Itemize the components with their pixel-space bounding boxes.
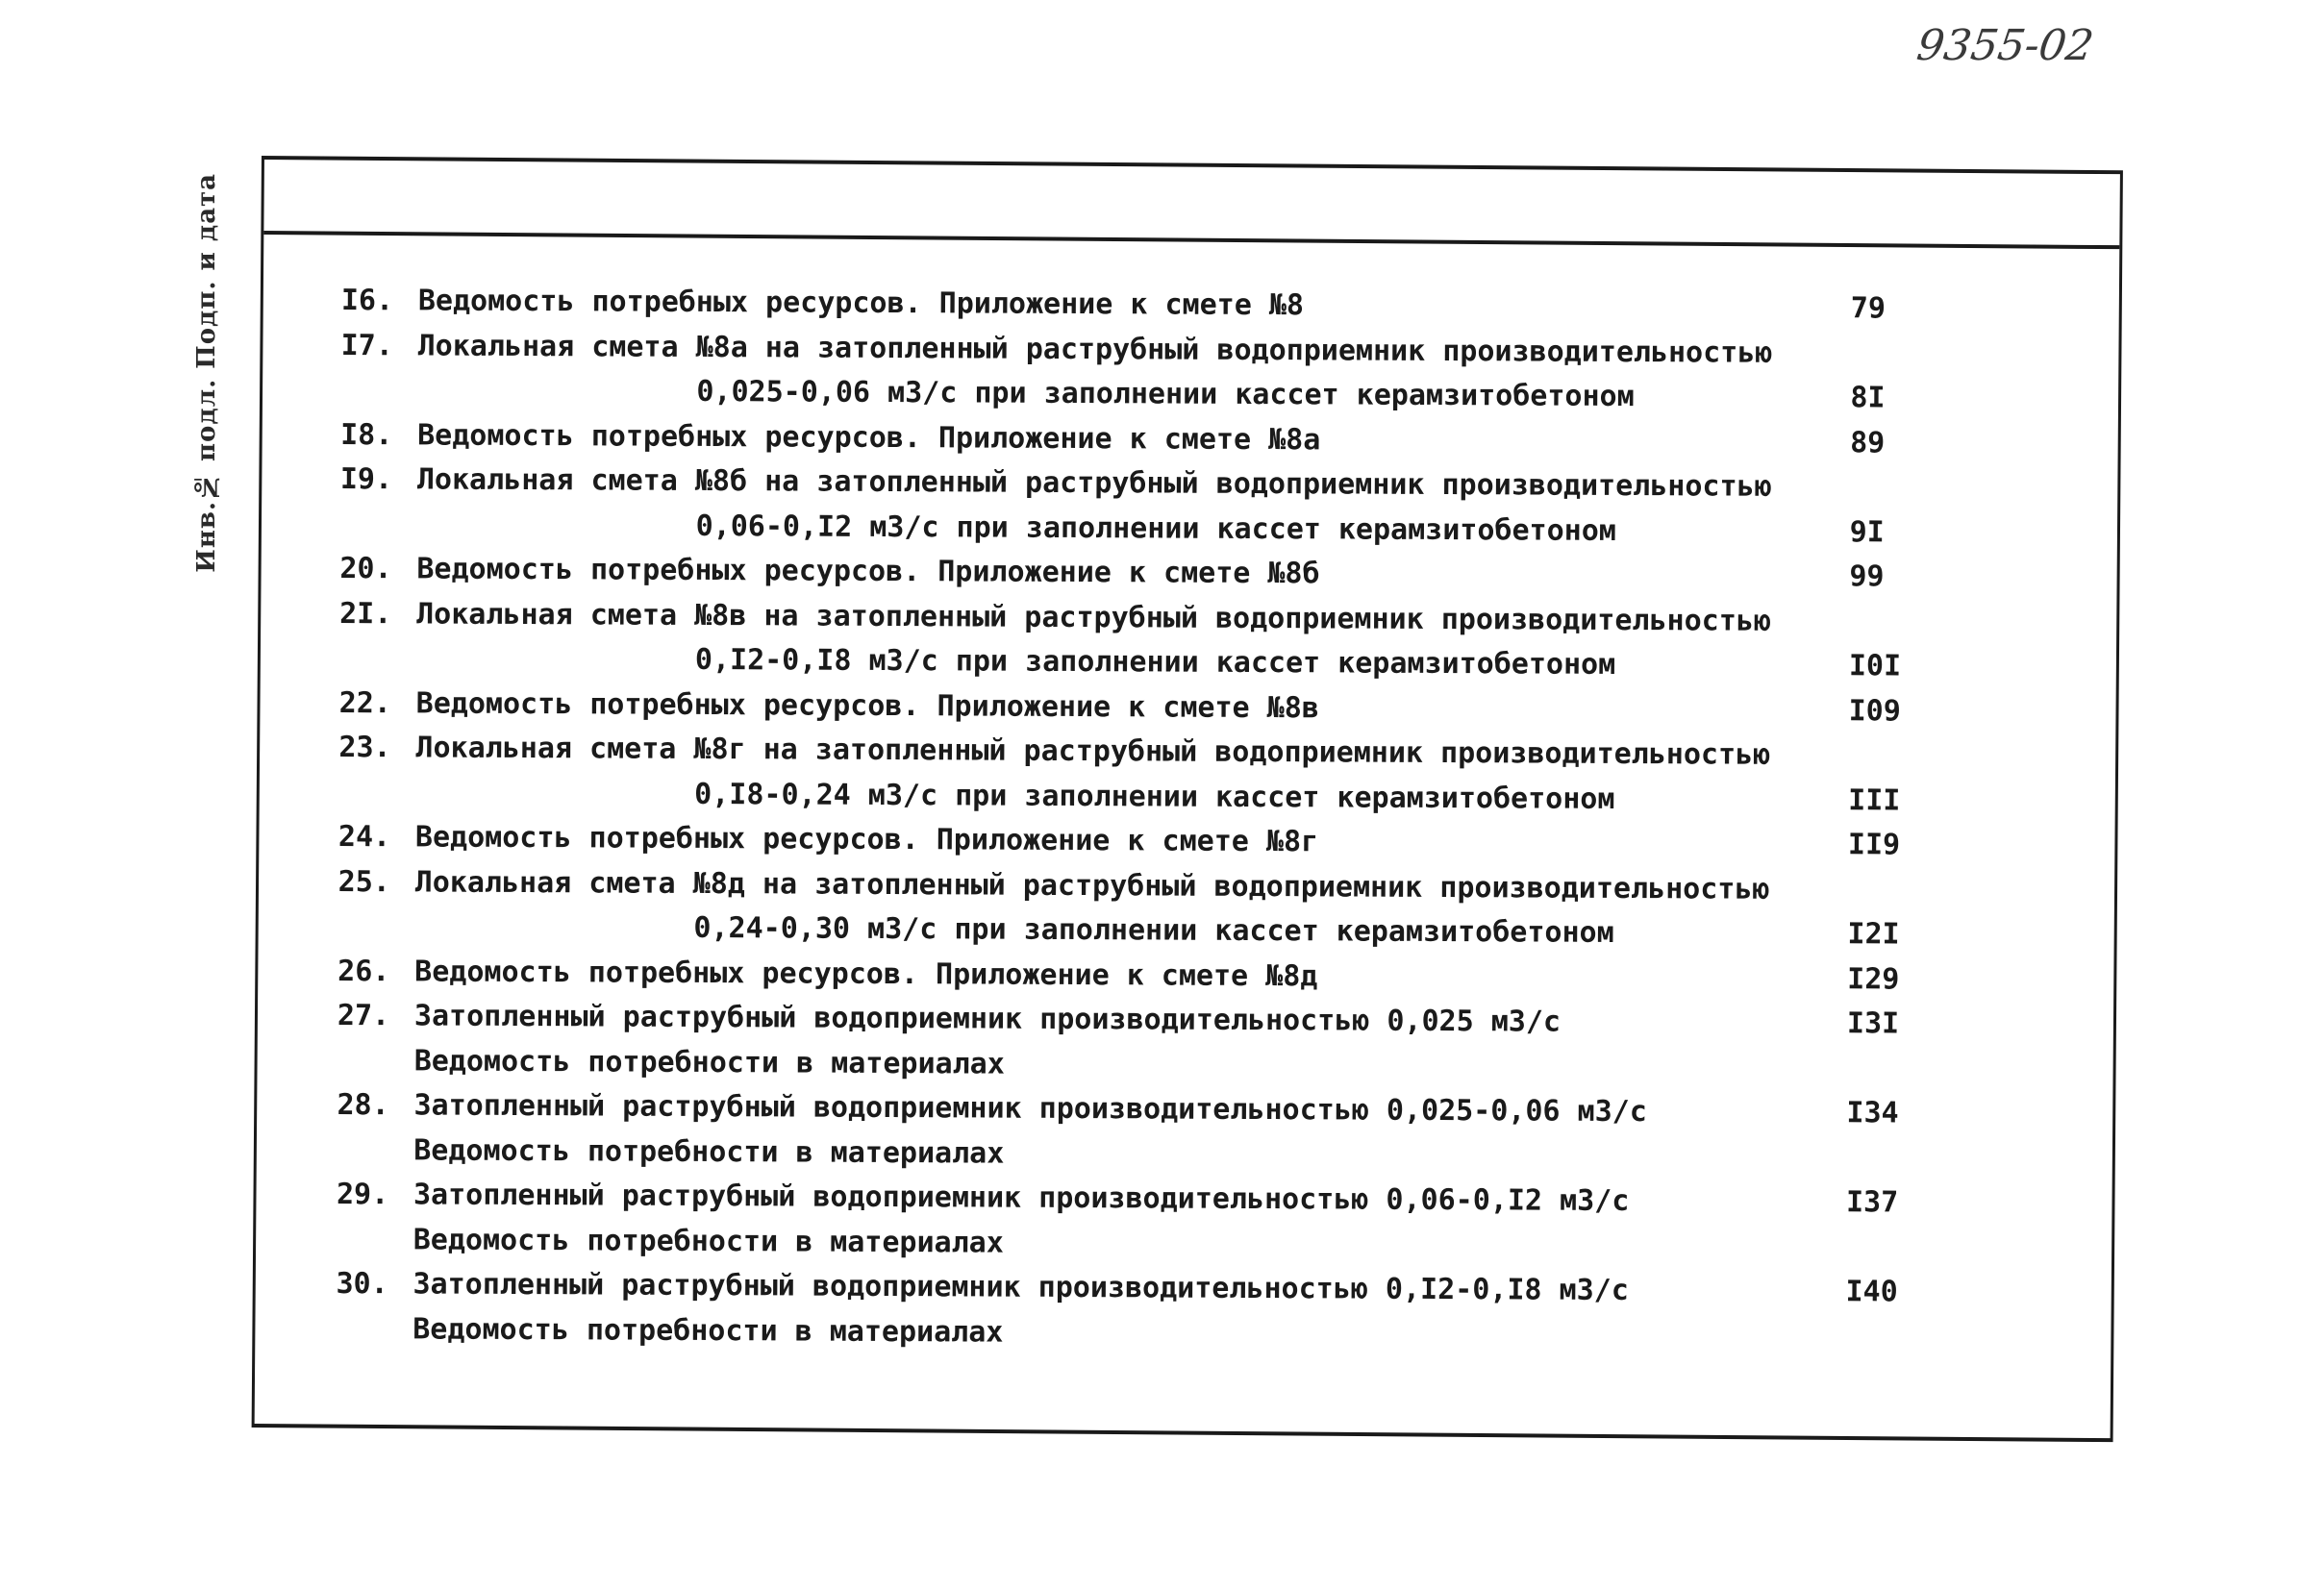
toc-entry-number: 22.	[338, 685, 391, 720]
toc-entry-page	[1838, 465, 1994, 510]
toc-entry-number: 23.	[338, 730, 391, 765]
toc-entry-title: Локальная смета №8г на затопленный раструбный водоприемник производительностью	[415, 731, 1771, 772]
toc-entry-page	[1838, 332, 1994, 377]
toc-entry-title: Локальная смета №8б на затопленный раструбный водоприемник производительностью	[416, 462, 1772, 504]
toc-entry-page: I0I	[1848, 649, 1902, 683]
toc-entry-number	[339, 636, 416, 682]
toc-entry-title: Локальная смета №8д на затопленный раструбный водоприемник производительностью	[414, 864, 1770, 906]
toc-entry-title: 0,025-0,06 м3/с при заполнении кассет керамзитобетоном	[696, 374, 1635, 414]
toc-entry-title: 0,24-0,30 м3/с при заполнении кассет керамзитобетоном	[693, 910, 1614, 950]
toc-entry-title: Ведомость потребности в материалах	[413, 1132, 1005, 1171]
toc-entry-number: 20.	[339, 551, 392, 586]
toc-entry-number: 29.	[336, 1177, 389, 1212]
toc-entry-page: I37	[1845, 1185, 1899, 1220]
toc-entry-number: 25.	[337, 864, 390, 899]
toc-entry-number	[337, 1128, 413, 1173]
toc-entry-title: Ведомость потребности в материалах	[412, 1311, 1004, 1350]
toc-entry-title: Ведомость потребных ресурсов. Приложение к смете №8д	[414, 954, 1318, 993]
toc-entry-title: 0,I2-0,I8 м3/с при заполнении кассет керамзитобетоном	[694, 642, 1616, 682]
toc-entry-title: Затопленный раструбный водоприемник производительностью 0,025 м3/с	[413, 999, 1562, 1039]
toc-entry-page: I29	[1847, 961, 1900, 996]
toc-entry-page: III	[1848, 782, 1901, 817]
toc-entry-number: 26.	[337, 954, 390, 988]
toc-entry-title: 0,06-0,I2 м3/с при заполнении кассет керамзитобетоном	[695, 509, 1617, 548]
toc-entry-title: Ведомость потребности в материалах	[413, 1043, 1005, 1081]
toc-entry-number	[337, 1217, 413, 1262]
toc-entry-title: Ведомость потребных ресурсов. Приложение к смете №8б	[416, 552, 1320, 591]
toc-entry-number	[338, 770, 415, 815]
toc-entry-page: 9I	[1849, 514, 1885, 549]
toc-entry-title: Локальная смета №8в на затопленный раструбный водоприемник производительностью	[416, 596, 1772, 638]
toc-entry-number: I8.	[340, 417, 393, 452]
toc-entry-page: 89	[1850, 425, 1886, 459]
toc-entry-title: Затопленный раструбный водоприемник производительностью 0,06-0,I2 м3/с	[412, 1178, 1630, 1219]
toc-entry-page: 99	[1849, 559, 1885, 594]
toc-entry-number: 27.	[337, 998, 390, 1033]
toc-entry-line	[336, 1306, 1989, 1360]
toc-entry-page: I34	[1846, 1096, 1899, 1130]
toc-entry-number: I6.	[340, 283, 394, 318]
toc-entry-number: 2I.	[339, 596, 392, 631]
toc-entry-number: I9.	[339, 461, 393, 497]
toc-entry-number: 24.	[337, 819, 391, 855]
toc-entry-title: Затопленный раструбный водоприемник производительностью 0,025-0,06 м3/с	[413, 1088, 1647, 1130]
toc-entry-title: Ведомость потребных ресурсов. Приложение к смете №8	[417, 284, 1305, 323]
toc-entry-title: Ведомость потребных ресурсов. Приложение к смете №8г	[414, 820, 1319, 859]
frame-header-divider	[263, 231, 2119, 249]
toc-entry-page	[1837, 733, 1992, 779]
toc-entry-page	[1835, 1226, 1990, 1271]
toc-entry-number: 28.	[337, 1087, 389, 1123]
toc-entry-number	[337, 1038, 414, 1083]
toc-entry-number	[336, 1306, 412, 1352]
toc-entry-number	[337, 905, 414, 950]
toc-entry-page: I2I	[1847, 917, 1900, 952]
toc-entry-number: 30.	[336, 1266, 388, 1302]
toc-entry-number	[340, 502, 417, 547]
toc-entry-page	[1837, 868, 1992, 913]
margin-stamp: Инв.№ подл. Подп. и дата	[192, 173, 221, 573]
toc-entry-page: 8I	[1850, 381, 1886, 415]
toc-entry-title: Ведомость потребности в материалах	[412, 1222, 1004, 1260]
toc-entry-title: Ведомость потребных ресурсов. Приложение к смете №8а	[417, 417, 1321, 457]
toc-entry-number: I7.	[340, 328, 393, 362]
toc-entry-page	[1834, 1315, 1989, 1360]
toc-entry-page: I09	[1848, 693, 1901, 728]
toc-entry-title: Ведомость потребных ресурсов. Приложение к смете №8в	[415, 685, 1319, 725]
toc-entry-page: 79	[1850, 291, 1887, 326]
document-number: 9355-02	[1913, 21, 2097, 70]
toc-entry-page	[1835, 1136, 1990, 1181]
toc-entry-page	[1836, 1047, 1991, 1092]
toc-entry-title: Локальная смета №8а на затопленный раструбный водоприемник производительностью	[417, 328, 1773, 370]
toc-entry-page	[1837, 600, 1993, 645]
toc-entry-page: I3I	[1846, 1006, 1900, 1041]
toc-entry-title: 0,I8-0,24 м3/с при заполнении кассет керамзитобетоном	[694, 777, 1615, 816]
table-of-contents	[336, 279, 1995, 1360]
toc-entry-title: Затопленный раструбный водоприемник производительностью 0,I2-0,I8 м3/с	[412, 1267, 1629, 1308]
toc-entry-page: II9	[1847, 828, 1901, 862]
toc-entry-number	[340, 368, 417, 413]
toc-entry-page: I40	[1845, 1275, 1898, 1309]
